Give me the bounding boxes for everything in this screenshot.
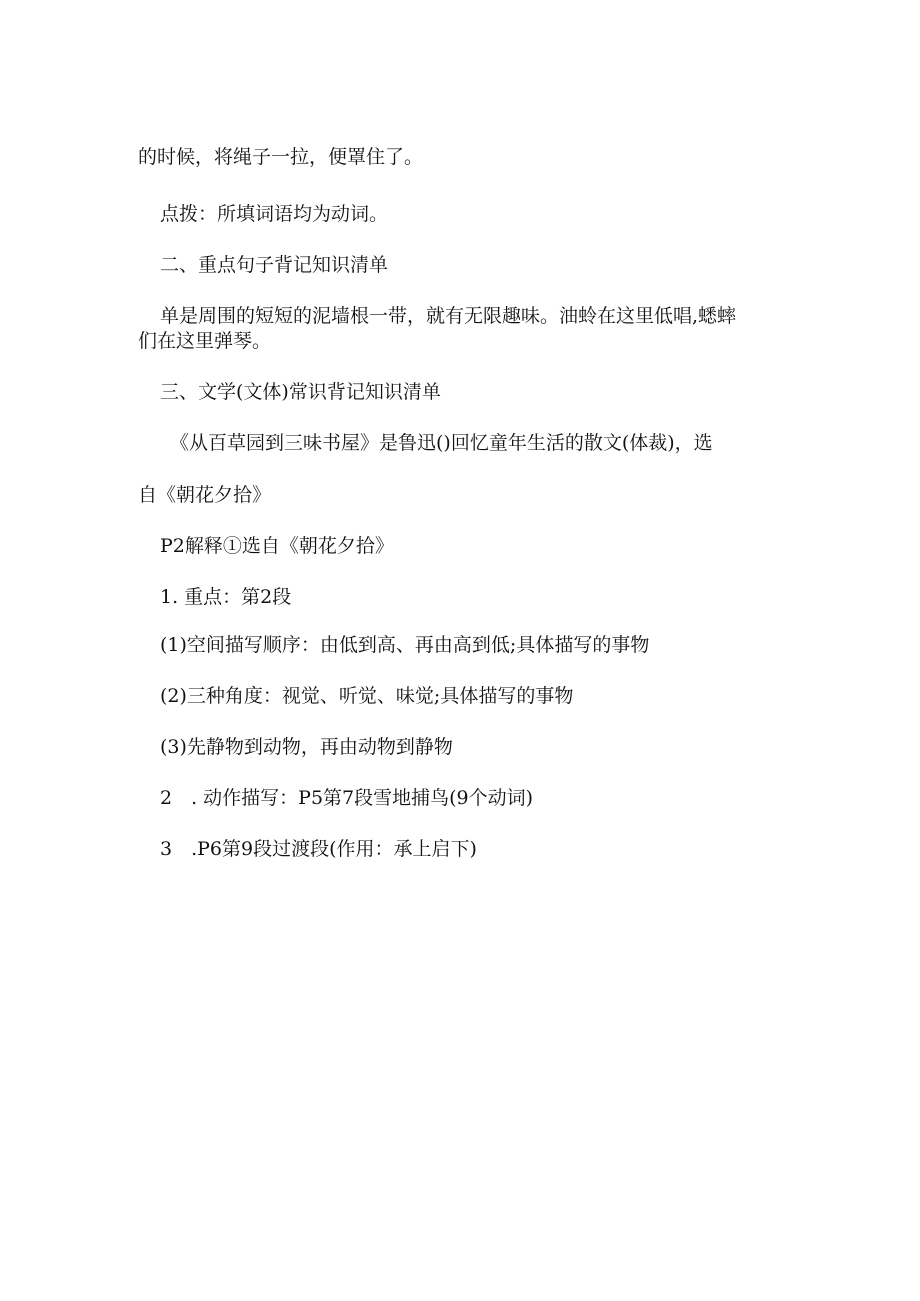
list-item-transition-paragraph: 3 .P6第9段过渡段(作用：承上启下) [160, 838, 477, 860]
list-item-key-point: 1. 重点：第2段 [160, 586, 292, 608]
text-line-continuation: 的时候，将绳子一拉，便罩住了。 [138, 146, 424, 168]
list-item-action-description: 2 . 动作描写：P5第7段雪地捕鸟(9个动词) [160, 787, 534, 809]
list-subitem-3: (3)先静物到动物，再由动物到静物 [160, 736, 453, 758]
section-heading-literature: 三、文学(文体)常识背记知识清单 [160, 381, 441, 403]
text-line-quote-part2: 们在这里弹琴。 [138, 330, 272, 352]
text-line-source-part2: 自《朝花夕拾》 [138, 484, 272, 506]
text-line-annotation: P2解释①选自《朝花夕拾》 [160, 535, 394, 557]
text-line-hint: 点拨：所填词语均为动词。 [160, 203, 389, 225]
list-subitem-2: (2)三种角度：视觉、听觉、味觉;具体描写的事物 [160, 685, 574, 707]
list-subitem-1: (1)空间描写顺序：由低到高、再由高到低;具体描写的事物 [160, 634, 650, 656]
section-heading-key-sentences: 二、重点句子背记知识清单 [160, 254, 389, 276]
text-line-source-part1: 《从百草园到三味书屋》是鲁迅()回忆童年生活的散文(体裁)，选 [170, 432, 713, 454]
text-line-quote-part1: 单是周围的短短的泥墙根一带，就有无限趣味。油蛉在这里低唱,蟋蟀 [160, 305, 737, 327]
